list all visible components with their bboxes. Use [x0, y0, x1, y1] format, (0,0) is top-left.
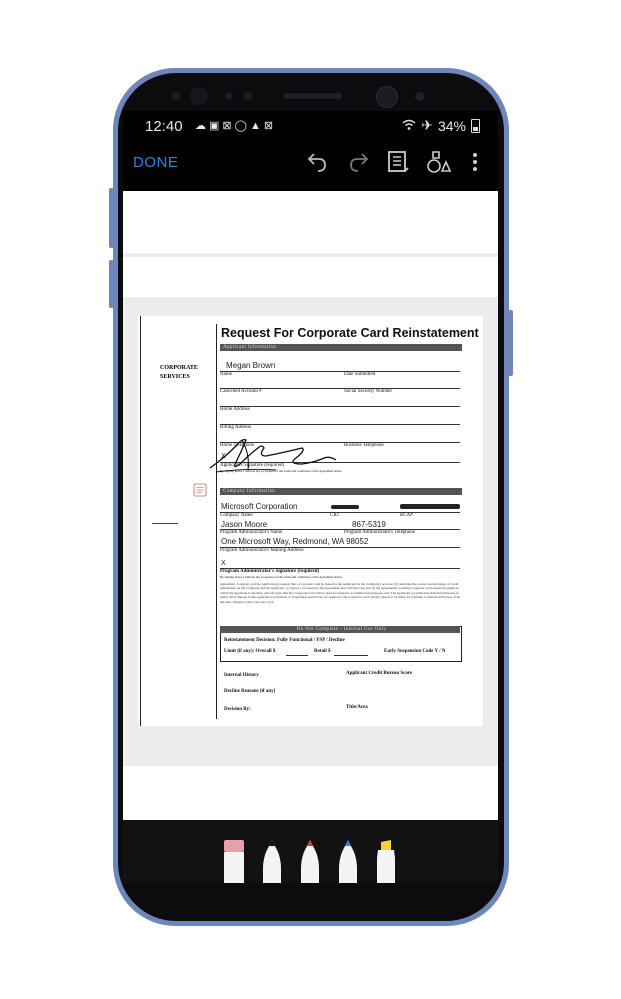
applicant-name-value: Megan Brown	[226, 361, 276, 370]
side-button-volume	[109, 260, 114, 308]
outlook-icon: ⊠	[263, 120, 277, 132]
toolbar	[123, 141, 498, 191]
field-label: Program Administrator's Name	[220, 530, 283, 535]
image-icon: ▣	[209, 120, 223, 132]
agreement-text: Agreement. Company and the Applicant (a) request that a Corporate Card be issued to the Applicant on the Company's account, (b) authorize the receipt and exchange of credit information on the Company and the Applicant, (c) agree to be bound by the Agreement sent with the Card and by the Agreements covering Corporate Card related programs in which the Applicant is enrolled, and (d) agree that the Corporate Card will be used for business or commercial purposes only. The Applicant (a) authorizes American Express to notify the Company if this application is declined or if spending restrictions are applied to the Corporate Card, and (b) agrees to be liable for payment to American Express of all amounts charged to the Corporate Card.	[220, 582, 461, 604]
margin-tick	[152, 523, 178, 524]
field-label: Program Administrator's Telephone	[344, 530, 416, 535]
field-label: Home Address	[220, 407, 250, 412]
form-line	[220, 512, 460, 513]
status-right	[402, 117, 480, 134]
red-pen-tool[interactable]	[299, 838, 321, 883]
field-label: Company Name	[220, 513, 253, 518]
pen-tip-icon	[345, 840, 351, 846]
field-label: Date Submitted	[344, 372, 376, 377]
front-sensor	[172, 92, 180, 100]
sidebar-label: CORPORATE	[160, 365, 198, 371]
field-label: Program Administrator's Signature (required)	[220, 569, 320, 574]
notification-icons	[195, 119, 276, 132]
field-label: Internal History	[224, 673, 259, 678]
field-label: Name	[220, 372, 232, 377]
front-sensor	[190, 87, 208, 105]
document-title: Request For Corporate Card Reinstatement	[221, 326, 479, 340]
side-button-power	[508, 310, 513, 376]
field-label: Home Telephone	[220, 443, 255, 448]
battery-percent: 34%	[437, 117, 466, 134]
status-bar	[123, 111, 498, 141]
front-camera	[376, 86, 398, 108]
status-time: 12:40	[145, 118, 183, 135]
field-label: Early Suspension Code Y / N	[384, 649, 446, 654]
more-vert-icon[interactable]	[467, 149, 483, 177]
form-line	[220, 406, 460, 407]
field-label: CID	[330, 513, 339, 518]
outlook-icon: ⊠	[222, 120, 235, 132]
field-label: BCA#	[400, 513, 413, 518]
field-label: Cancelled Account #	[220, 389, 262, 394]
signature-x: X	[221, 453, 226, 460]
redacted-cid	[331, 505, 359, 509]
field-label: Billing Address	[220, 425, 252, 430]
cloud-upload-icon: ☁	[195, 120, 209, 132]
admin-name-value: Jason Moore	[221, 520, 268, 529]
admin-signature-x: X	[221, 560, 226, 567]
field-label: Social Security Number	[344, 389, 393, 394]
screen	[123, 111, 498, 883]
field-label: Reinstatement Decision: Fully Functional / FSP / Decline	[224, 638, 345, 643]
blue-pen-tool[interactable]	[337, 838, 359, 883]
margin-line	[140, 316, 141, 726]
section-header: Do Not Complete - Internal Use Only	[220, 626, 460, 633]
next-page	[123, 766, 498, 820]
front-sensor	[225, 92, 233, 100]
pen-tray	[123, 820, 498, 883]
eraser-tool[interactable]	[223, 838, 245, 883]
eraser-icon	[224, 840, 244, 852]
iris-sensor	[415, 92, 424, 101]
pen-tip-icon	[307, 840, 313, 846]
done-button[interactable]: DONE	[133, 154, 179, 171]
field-label: Business Telephone	[344, 443, 384, 448]
field-label: Program Administrator's Mailing Address	[220, 548, 304, 553]
signature-note: By signing above I indicate my acceptance of the terms and conditions of the Agreement below.	[220, 575, 343, 579]
form-document[interactable]	[138, 316, 483, 726]
black-pen-tool[interactable]	[261, 838, 283, 883]
field-label: Decision By:	[224, 707, 251, 712]
field-label: Applicant Credit Bureau Score	[346, 671, 413, 676]
document-canvas[interactable]	[123, 191, 498, 820]
section-header: Applicant Information	[220, 344, 462, 351]
form-line	[334, 655, 368, 656]
form-line	[220, 424, 460, 425]
note-annotation-icon[interactable]	[193, 483, 207, 502]
wifi-icon	[402, 118, 416, 134]
earpiece-speaker	[284, 93, 342, 99]
notes-icon[interactable]	[385, 149, 413, 177]
highlighter-tip-icon	[381, 840, 391, 850]
form-line	[286, 655, 308, 656]
field-label: Limit (if any): Overall $	[224, 649, 276, 654]
previous-page	[123, 191, 498, 253]
opera-icon: ◯	[234, 120, 250, 132]
handwritten-signature	[206, 434, 356, 476]
highlighter-tool[interactable]	[375, 838, 397, 883]
redo-icon[interactable]	[345, 149, 373, 177]
margin-line	[216, 324, 217, 719]
field-label: Retail $	[314, 649, 331, 654]
section-header: Company Information	[220, 488, 462, 495]
page-gap-strip	[123, 257, 498, 297]
redacted-bca	[400, 504, 460, 509]
field-label: Applicant's Signature (required)	[220, 463, 285, 468]
airplane-icon: ✈	[421, 117, 433, 133]
shapes-icon[interactable]	[425, 149, 453, 177]
warning-icon: ▲	[249, 120, 264, 132]
signature-note: By signing above I indicate my acceptance of the terms and conditions of the Agreement below.	[220, 469, 343, 473]
sidebar-label: SERVICES	[160, 374, 190, 380]
admin-phone-value: 867-5319	[352, 520, 386, 529]
form-line	[220, 371, 460, 372]
front-sensor	[244, 92, 252, 100]
battery-icon	[471, 119, 480, 133]
side-button-bixby	[109, 188, 114, 248]
undo-icon[interactable]	[305, 149, 333, 177]
company-name-value: Microsoft Corporation	[221, 502, 298, 511]
field-label: Decline Reasons (if any)	[224, 689, 276, 694]
pen-tip-icon	[269, 840, 275, 846]
admin-address-value: One Microsoft Way, Redmond, WA 98052	[221, 537, 369, 546]
field-label: Title/Area	[346, 705, 368, 710]
